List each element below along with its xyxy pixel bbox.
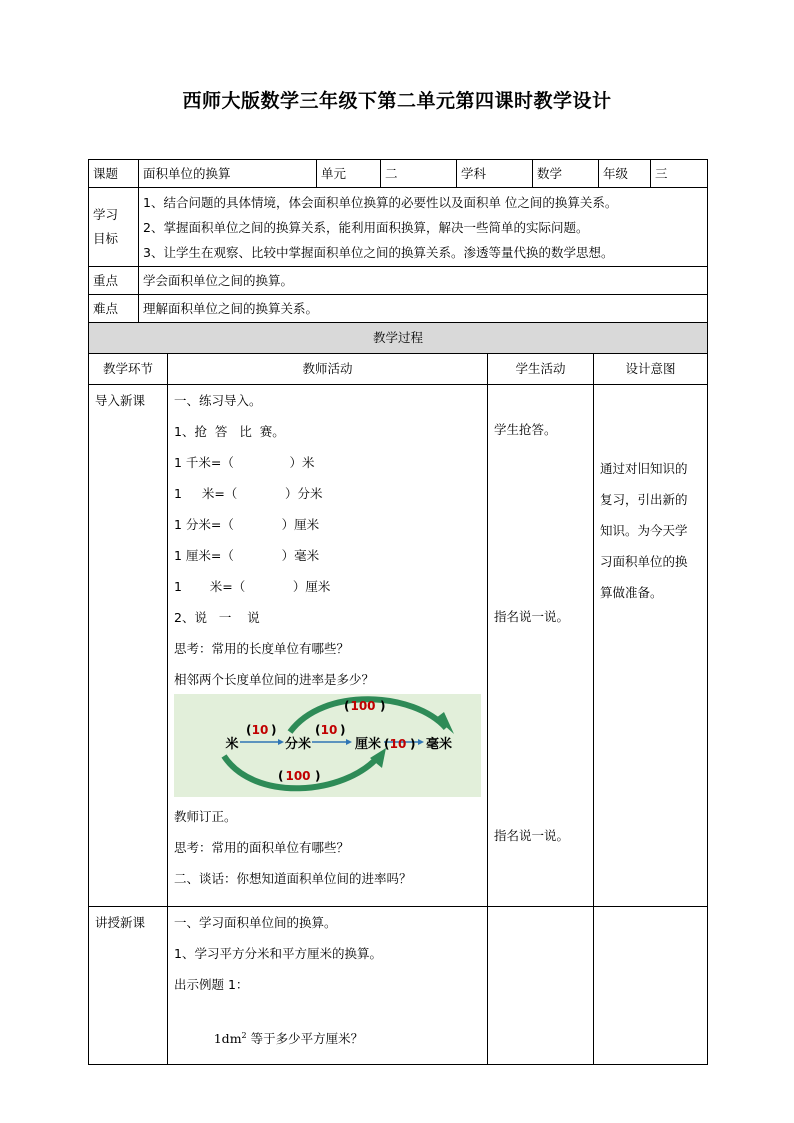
teacher-line: 一、练习导入。	[174, 393, 262, 408]
col-stage: 教学环节	[89, 354, 168, 385]
svg-text:): )	[340, 723, 346, 737]
teacher-line: 二、谈话：你想知道面积单位间的进率吗？	[174, 871, 412, 886]
teacher-line: 1 厘米=（ ）毫米	[174, 548, 320, 563]
rate-value: 10	[389, 737, 407, 751]
unit-label: 毫米	[425, 737, 453, 752]
difficulty-text: 理解面积单位之间的换算关系。	[139, 295, 708, 323]
stage-new-lesson: 讲授新课	[89, 907, 168, 1065]
rate-paren: (	[246, 723, 252, 737]
teacher-activity-new-lesson	[168, 907, 488, 1065]
info-table	[88, 159, 708, 323]
svg-text:(: (	[384, 737, 390, 751]
unit-value: 二	[381, 160, 457, 188]
subject-value: 数学	[533, 160, 599, 188]
teacher-line: 1 米=（ ）厘米	[174, 579, 331, 594]
teacher-line: 1 千米=（ ）米	[174, 455, 315, 470]
process-column-headers	[89, 354, 708, 385]
student-activity-intro	[488, 385, 594, 907]
svg-text:(: (	[278, 769, 284, 783]
student-note: 学生抢答。	[494, 422, 557, 437]
goals-label: 学习 目标	[89, 188, 139, 267]
length-unit-diagram	[174, 694, 481, 797]
stage-intro: 导入新课	[89, 385, 168, 907]
col-student: 学生活动	[488, 354, 594, 385]
key-label: 重点	[89, 267, 139, 295]
student-activity-new-lesson	[488, 907, 594, 1065]
difficulty-row	[89, 295, 708, 323]
lesson-plan-sheet	[88, 159, 707, 1065]
rate-value: 10	[320, 723, 338, 737]
teacher-line: 思考：常用的面积单位有哪些？	[174, 840, 350, 855]
key-text: 学会面积单位之间的换算。	[139, 267, 708, 295]
key-row	[89, 267, 708, 295]
teacher-line: 1 分米=（ ）厘米	[174, 517, 320, 532]
goal-item: 2、掌握面积单位之间的换算关系，能利用面积换算，解决一些简单的实际问题。	[143, 219, 589, 235]
design-intent-intro: 通过对旧知识的 复习，引出新的 知识。为今天学 习面积单位的换 算做准备。	[594, 385, 708, 907]
teacher-line: 相邻两个长度单位间的进率是多少？	[174, 672, 375, 687]
teacher-line: 1 米=（ ）分米	[174, 486, 323, 501]
design-intent-new-lesson	[594, 907, 708, 1065]
student-note: 指名说一说。	[494, 609, 570, 624]
svg-text:): )	[380, 699, 386, 713]
page-title: 西师大版数学三年级下第二单元第四课时教学设计	[182, 90, 612, 112]
rate-value: 10	[251, 723, 269, 737]
difficulty-label: 难点	[89, 295, 139, 323]
teacher-line: 1、学习平方分米和平方厘米的换算。	[174, 946, 382, 961]
grade-value: 三	[651, 160, 708, 188]
teacher-line: 出示例题 1：	[174, 977, 249, 992]
process-header: 教学过程	[89, 323, 708, 354]
goal-item: 1、结合问题的具体情境，体会面积单位换算的必要性以及面积单 位之间的换算关系。	[143, 194, 618, 210]
teacher-line: 一、学习面积单位间的换算。	[174, 915, 337, 930]
teacher-line: 1、抢 答 比 赛。	[174, 424, 285, 439]
top-arc-rate: 100	[350, 699, 376, 713]
section-new-lesson-row	[89, 907, 708, 1065]
svg-text:(: (	[315, 723, 321, 737]
svg-text:): )	[271, 723, 277, 737]
subject-label: 学科	[457, 160, 533, 188]
topic-label: 课题	[89, 160, 139, 188]
teacher-activity-intro	[168, 385, 488, 907]
teacher-line: 教师订正。	[174, 809, 237, 824]
teacher-line: 2、说 一 说	[174, 610, 260, 625]
unit-label: 厘米	[354, 737, 382, 752]
student-note: 指名说一说。	[494, 828, 570, 843]
unit-label: 米	[225, 737, 239, 752]
info-row	[89, 160, 708, 188]
topic-value: 面积单位的换算	[139, 160, 317, 188]
col-intent: 设计意图	[594, 354, 708, 385]
example-question: $1dm^2$ 等于多少平方厘米？	[213, 1031, 364, 1047]
teacher-line: 思考：常用的长度单位有哪些？	[174, 641, 350, 656]
goals-list	[139, 188, 708, 267]
svg-text:): )	[315, 769, 321, 783]
svg-text:): )	[410, 737, 416, 751]
goal-item: 3、让学生在观察、比较中掌握面积单位之间的换算关系。渗透等量代换的数学思想。	[143, 244, 614, 260]
col-teacher: 教师活动	[168, 354, 488, 385]
unit-label: 单元	[317, 160, 381, 188]
process-table	[88, 322, 708, 1065]
goals-row	[89, 188, 708, 267]
svg-text:(: (	[344, 699, 350, 713]
bottom-arc-rate: 100	[285, 769, 311, 783]
unit-label: 分米	[284, 737, 312, 752]
grade-label: 年级	[599, 160, 651, 188]
section-intro-row	[89, 385, 708, 907]
